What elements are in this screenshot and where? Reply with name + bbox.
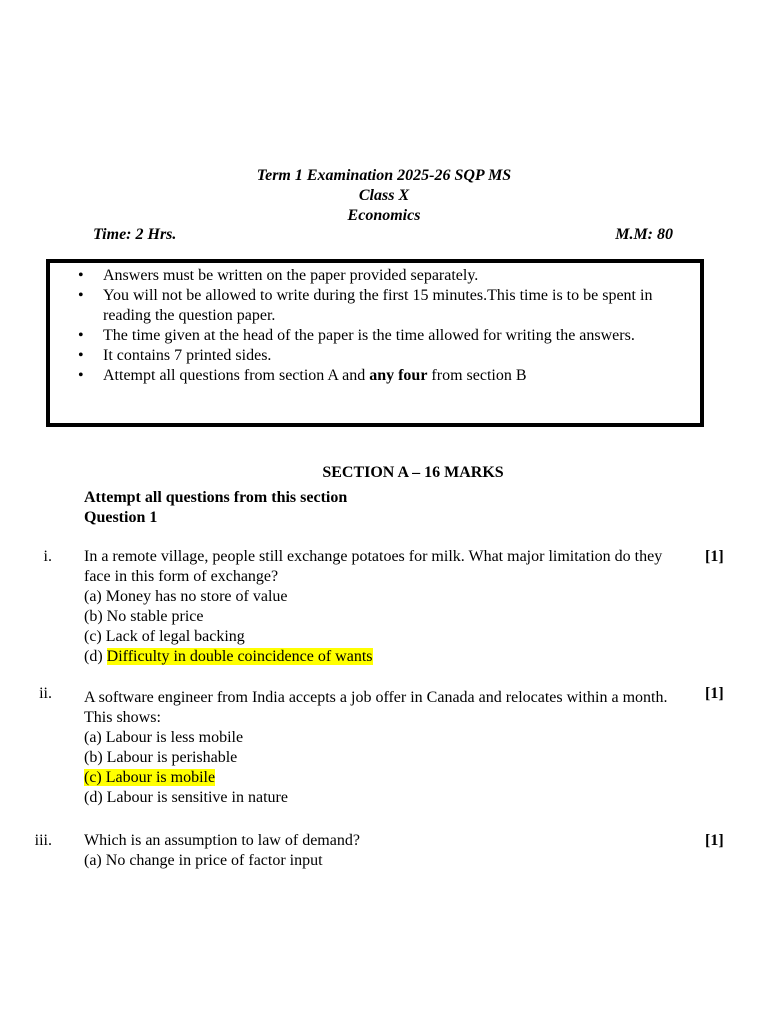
time-marks-row bbox=[93, 226, 673, 244]
instruction-text: from section B bbox=[427, 367, 527, 384]
instruction-item: • The time given at the head of the paper is the time allowed for writing the answers. bbox=[76, 326, 676, 346]
time-allowed: Time: 2 Hrs. bbox=[93, 226, 177, 243]
option bbox=[84, 768, 696, 788]
question-number: iii. bbox=[34, 832, 52, 849]
option: (b) No stable price bbox=[84, 608, 204, 625]
section-title: SECTION A – 16 MARKS bbox=[322, 464, 504, 481]
option: (a) Money has no store of value bbox=[84, 588, 288, 605]
max-marks: M.M: 80 bbox=[615, 226, 673, 243]
question-text: Which is an assumption to law of demand? bbox=[84, 832, 360, 849]
exam-title: Term 1 Examination 2025-26 SQP MS bbox=[256, 167, 512, 184]
question-number: ii. bbox=[39, 685, 52, 702]
highlighted-answer: Difficulty in double coincidence of wants bbox=[106, 648, 373, 665]
question-body bbox=[84, 831, 690, 871]
question-label: Question 1 bbox=[84, 509, 158, 526]
question-text: A software engineer from India accepts a job offer in Canada and relocates within a month. This shows: bbox=[84, 689, 668, 726]
question-marks: [1] bbox=[705, 832, 724, 849]
instruction-text: Attempt all questions from section A and bbox=[103, 367, 370, 384]
option: (a) Labour is less mobile bbox=[84, 729, 244, 746]
option bbox=[84, 647, 690, 667]
instruction-item: • It contains 7 printed sides. bbox=[76, 346, 676, 366]
instruction-item: • Answers must be written on the paper provided separately. bbox=[76, 266, 676, 286]
question-text: In a remote village, people still exchange potatoes for milk. What major limitation do they face in this form of exchange? bbox=[84, 548, 663, 585]
option: (b) Labour is perishable bbox=[84, 749, 238, 766]
question-marks: [1] bbox=[705, 685, 724, 702]
instruction-item bbox=[76, 366, 676, 386]
highlighted-answer: (c) Labour is mobile bbox=[84, 769, 216, 786]
option: (a) No change in price of factor input bbox=[84, 852, 323, 869]
instructions-list bbox=[76, 266, 676, 386]
question-body bbox=[84, 547, 690, 667]
class-line: Class X bbox=[358, 187, 410, 204]
instructions-box bbox=[46, 259, 704, 427]
section-instruction: Attempt all questions from this section bbox=[84, 489, 348, 506]
question-marks: [1] bbox=[705, 548, 724, 565]
instruction-emphasis: any four bbox=[369, 367, 428, 384]
option: (d) Labour is sensitive in nature bbox=[84, 789, 288, 806]
subject-line: Economics bbox=[347, 207, 421, 224]
instruction-item: • You will not be allowed to write during the first 15 minutes.This time is to be spent in reading the question paper. bbox=[76, 286, 676, 326]
question-number: i. bbox=[43, 548, 52, 565]
option: (c) Lack of legal backing bbox=[84, 628, 245, 645]
option-prefix: (d) bbox=[84, 648, 107, 665]
question-body bbox=[84, 688, 696, 808]
